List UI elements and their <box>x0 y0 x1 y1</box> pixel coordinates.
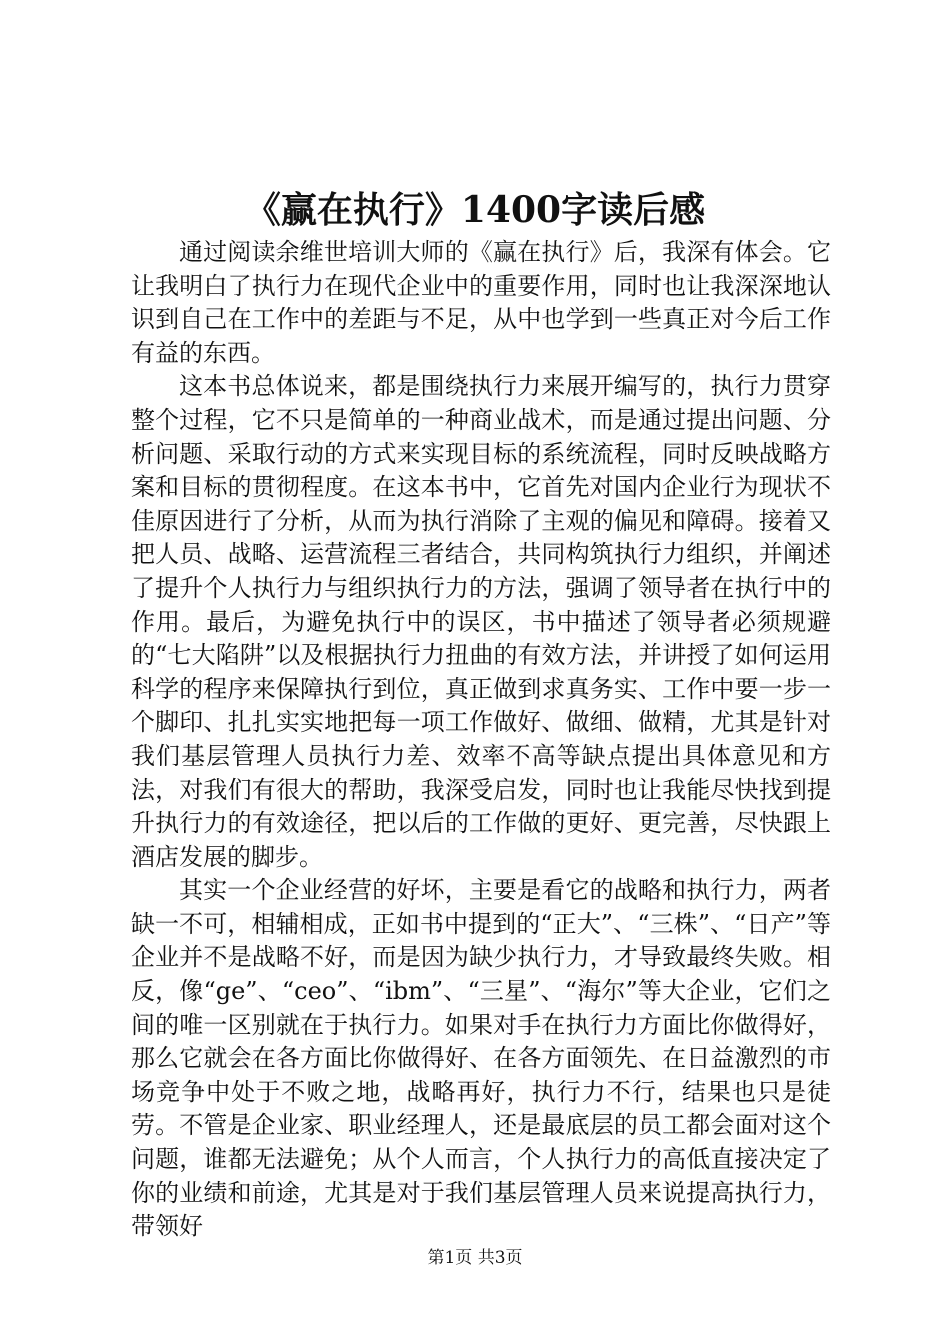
paragraph-1: 通过阅读余维世培训大师的《赢在执行》后，我深有体会。它让我明白了执行力在现代企业中的重要作用，同时也让我深深地认识到自己在工作中的差距与不足，从中也学到一些真正对今后工作有益的东西。 <box>131 238 831 367</box>
paragraph-3: 其实一个企业经营的好坏，主要是看它的战略和执行力，两者缺一不可，相辅相成，正如书中提到的“正大”、“三株”、“日产”等企业并不是战略不好，而是因为缺少执行力，才导致最终失败。相反，像“ge”、“ceo”、“ibm”、“三星”、“海尔”等大企业，它们之间的唯一区别就在于执行力。如果对手在执行力方面比你做得好，那么它就会在各方面比你做得好、在各方面领先、在日益激烈的市场竞争中处于不败之地，战略再好，执行力不行，结果也只是徒劳。不管是企业家、职业经理人，还是最底层的员工都会面对这个问题，谁都无法避免；从个人而言，个人执行力的高低直接决定了你的业绩和前途，尤其是对于我们基层管理人员来说提高执行力，带领好 <box>131 876 831 1241</box>
document-body <box>131 236 831 1244</box>
page-footer: 第1页 共3页 <box>427 1248 523 1268</box>
paragraph-2: 这本书总体说来，都是围绕执行力来展开编写的，执行力贯穿整个过程，它不只是简单的一种商业战术，而是通过提出问题、分析问题、采取行动的方式来实现目标的系统流程，同时反映战略方案和目标的贯彻程度。在这本书中，它首先对国内企业行为现状不佳原因进行了分析，从而为执行消除了主观的偏见和障碍。接着又把人员、战略、运营流程三者结合，共同构筑执行力组织，并阐述了提升个人执行力与组织执行力的方法，强调了领导者在执行中的作用。最后，为避免执行中的误区，书中描述了领导者必须规避的“七大陷阱”以及根据执行力扭曲的有效方法，并讲授了如何运用科学的程序来保障执行到位，真正做到求真务实、工作中要一步一个脚印、扎扎实实地把每一项工作做好、做细、做精，尤其是针对我们基层管理人员执行力差、效率不高等缺点提出具体意见和方法，对我们有很大的帮助，我深受启发，同时也让我能尽快找到提升执行力的有效途径，把以后的工作做的更好、更完善，尽快跟上酒店发展的脚步。 <box>131 372 831 871</box>
document-title: 《赢在执行》1400字读后感 <box>244 189 706 231</box>
